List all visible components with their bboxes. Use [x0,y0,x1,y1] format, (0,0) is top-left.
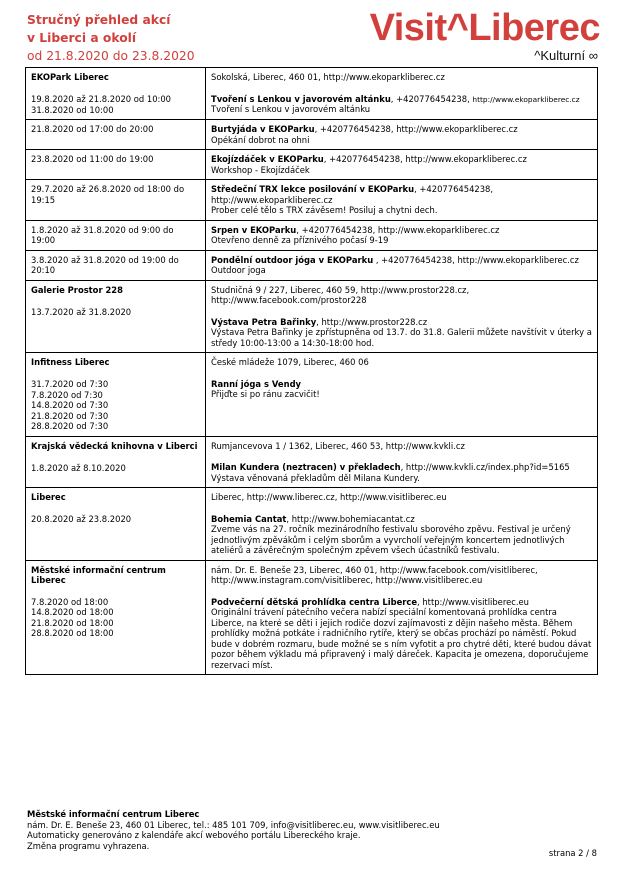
table-row [26,353,598,437]
header-date-range: od 21.8.2020 do 23.8.2020 [27,49,195,63]
event-date: 14.8.2020 od 18:00 [31,607,114,617]
event-heading [211,379,592,390]
date-cell [26,180,206,221]
event-heading [211,462,592,473]
event-description: Tvoření s Lenkou v javorovém altánku [211,104,371,114]
event-description: Outdoor joga [211,265,266,275]
table-row [26,150,598,180]
header-title-line2: v Liberci a okolí [27,31,137,45]
event-cell [206,436,598,488]
spacer [31,586,200,597]
event-date: 29.7.2020 až 26.8.2020 od 18:00 do 19:15 [31,184,185,205]
logo-tagline: ^Kulturní ∞ [534,48,598,63]
table-row [26,68,598,120]
venue-name: Krajská vědecká knihovna v Liberci [31,440,198,451]
event-contact: , +420776454238, http://www.ekoparkliberec.cz [373,254,579,265]
event-cell [206,560,598,675]
spacer [31,83,200,94]
venue-address: Studničná 9 / 227, Liberec, 460 59, http://www.prostor228.cz, http://www.facebook.com/prostor228 [211,284,470,305]
table-row [26,250,598,280]
event-description: Originální trávení pátečního večera nabízí speciální komentovaná prohlídka centra Liberce, na které se děti i jejich rodiče dozví zajímavosti z dějin našeho města. Během prohlídky možná potkáte i radničního rytíře, který se občas prochází po náměstí. Pokud bude v dobrém rozmaru, bude možné se s ním vyfotit a pro chytré děti, které budou dávat pozor během výkladu má připravený i malý dáreček. Kapacita je omezena, doporučujeme rezervaci míst. [211,607,592,670]
venue-address: České mládeže 1079, Liberec, 460 06 [211,357,369,367]
event-title: Milan Kundera (neztracen) v překladech [211,462,401,472]
event-title: Středeční TRX lekce posilování v EKOParku [211,184,415,194]
event-heading [211,154,592,165]
event-description: Opékání dobrot na ohni [211,134,310,145]
events-table [25,67,598,675]
event-heading [211,124,592,135]
page-footer [27,809,597,851]
event-date: 21.8.2020 od 7:30 [31,410,109,421]
spacer [211,83,592,94]
event-description: Zveme vás na 27. ročník mezinárodního festivalu sborového zpěvu. Festival je určený jednotlivým zpěvákům i celým sborům a vyvrcholí veřejným koncertem jednotlivých ateliérů a závěrečným společným zpěvem všech účastníků festivalu. [211,524,571,555]
date-cell [26,250,206,280]
event-date: 23.8.2020 od 11:00 do 19:00 [31,154,154,164]
spacer [31,503,200,514]
footer-note-generated: Automaticky generováno z kalendáře akcí webového portálu Libereckého kraje. [27,830,361,840]
table-row [26,220,598,250]
spacer [211,586,592,597]
date-cell [26,220,206,250]
event-date: 31.7.2020 od 7:30 [31,379,109,389]
event-title: Ranní jóga s Vendy [211,378,302,389]
event-title: Tvoření s Lenkou v javorovém altánku [211,93,391,104]
date-cell [26,488,206,561]
event-date: 20.8.2020 až 23.8.2020 [31,514,132,524]
event-heading [211,317,592,328]
date-cell [26,353,206,437]
event-contact: , +420776454238, http://www.ekoparkliberec.cz [211,184,494,205]
event-contact: , +420776454238, http://www.ekoparkliberec.cz [323,154,527,164]
event-title: Pondělní outdoor jóga v EKOParku [211,254,374,265]
event-cell [206,180,598,221]
table-row [26,280,598,353]
event-title: Bohemia Cantat [211,513,287,524]
venue-name: Infitness Liberec [31,357,110,367]
venue-name: Galerie Prostor 228 [31,284,123,295]
event-title: Ekojízdáček v EKOParku [211,154,324,164]
event-contact: , +420776454238, http://www.ekoparkliberec.cz [314,124,518,134]
venue-address: Sokolská, Liberec, 460 01, http://www.ekoparkliberec.cz [211,72,445,82]
spacer [211,306,592,317]
date-cell [26,280,206,353]
event-date: 28.8.2020 od 18:00 [31,628,114,638]
event-description: Výstava věnovaná překladům děl Milana Kundery. [211,472,420,483]
event-date: 21.8.2020 od 18:00 [31,617,114,628]
table-row [26,560,598,675]
footer-note-changes: Změna programu vyhrazena. [27,840,150,851]
event-description: Výstava Petra Bařinky je zpřístupněna od 13.7. do 31.8. Galerii můžete navštívit v úterky a středy 10:00-13:00 a 14:30-18:00 hod. [211,327,592,348]
spacer [211,368,592,379]
spacer [31,368,200,379]
event-contact: , http://www.visitliberec.eu [417,596,529,607]
event-cell [206,120,598,150]
venue-address: nám. Dr. E. Beneše 23, Liberec, 460 01, http://www.facebook.com/visitliberec, http://www.instagram.com/visitliberec, http://www.visitliberec.eu [211,564,538,585]
event-cell [206,68,598,120]
event-url: http://www.ekoparkliberec.cz [472,94,580,104]
table-row [26,120,598,150]
event-date: 14.8.2020 od 7:30 [31,400,109,410]
spacer [211,451,592,462]
event-date: 31.8.2020 od 10:00 [31,104,114,115]
event-date: 3.8.2020 až 31.8.2020 od 19:00 do 20:10 [31,254,179,275]
spacer [211,503,592,514]
event-title: Podvečerní dětská prohlídka centra Liberce [211,596,418,607]
event-date: 7.8.2020 od 7:30 [31,389,103,400]
date-cell [26,68,206,120]
date-cell [26,150,206,180]
event-cell [206,220,598,250]
event-heading [211,94,592,105]
footer-org-name: Městské informační centrum Liberec [27,809,200,819]
venue-address: Rumjancevova 1 / 1362, Liberec, 460 53, http://www.kvkli.cz [211,440,465,451]
event-description: Otevřeno denně za příznivého počasí 9-19 [211,235,389,245]
header-title-line1: Stručný přehled akcí [27,13,171,27]
event-date: 28.8.2020 od 7:30 [31,421,109,431]
event-heading [211,597,592,608]
spacer [31,452,200,463]
event-date: 1.8.2020 až 8.10.2020 [31,462,126,473]
event-title: Srpen v EKOParku [211,224,297,235]
venue-name: Městské informační centrum Liberec [31,564,166,585]
logo-brand: Visit^Liberec [369,7,600,49]
venue-name: EKOPark Liberec [31,72,109,82]
page-number: strana 2 / 8 [548,848,597,858]
venue-name: Liberec [31,492,66,502]
event-heading [211,255,592,266]
event-description: Prober celé tělo s TRX závěsem! Posiluj a chytni dech. [211,205,438,215]
venue-address: Liberec, http://www.liberec.cz, http://www.visitliberec.eu [211,492,447,502]
event-title: Výstava Petra Bařinky [211,316,317,327]
event-date: 7.8.2020 od 18:00 [31,596,109,607]
event-date: 21.8.2020 od 17:00 do 20:00 [31,124,154,134]
event-title: Burtyjáda v EKOParku [211,124,315,134]
table-row [26,436,598,488]
event-cell [206,250,598,280]
event-date: 1.8.2020 až 31.8.2020 od 9:00 do 19:00 [31,224,174,245]
event-contact: , http://www.bohemiacantat.cz [286,513,415,524]
event-date: 13.7.2020 až 31.8.2020 [31,306,132,317]
date-cell [26,436,206,488]
event-cell [206,353,598,437]
date-cell [26,560,206,675]
event-contact: , +420776454238, [390,93,473,104]
event-date: 19.8.2020 až 21.8.2020 od 10:00 [31,94,171,104]
event-cell [206,488,598,561]
event-cell [206,280,598,353]
event-heading [211,184,592,205]
table-row [26,180,598,221]
visit-liberec-logo [328,6,600,62]
table-row [26,488,598,561]
event-contact: , http://www.kvkli.cz/index.php?id=5165 [400,462,570,472]
footer-address: nám. Dr. E. Beneše 23, 460 01 Liberec, tel.: 485 101 709, info@visitliberec.eu, www.visitliberec.eu [27,819,440,830]
event-description: Přijďte si po ránu zacvičit! [211,389,320,399]
spacer [31,296,200,307]
event-heading [211,225,592,236]
date-cell [26,120,206,150]
document-header [27,11,327,65]
event-contact: , +420776454238, http://www.ekoparkliberec.cz [296,224,500,235]
event-contact: , http://www.prostor228.cz [316,316,428,327]
event-cell [206,150,598,180]
event-heading [211,514,592,525]
event-description: Workshop - Ekojízdáček [211,164,310,175]
